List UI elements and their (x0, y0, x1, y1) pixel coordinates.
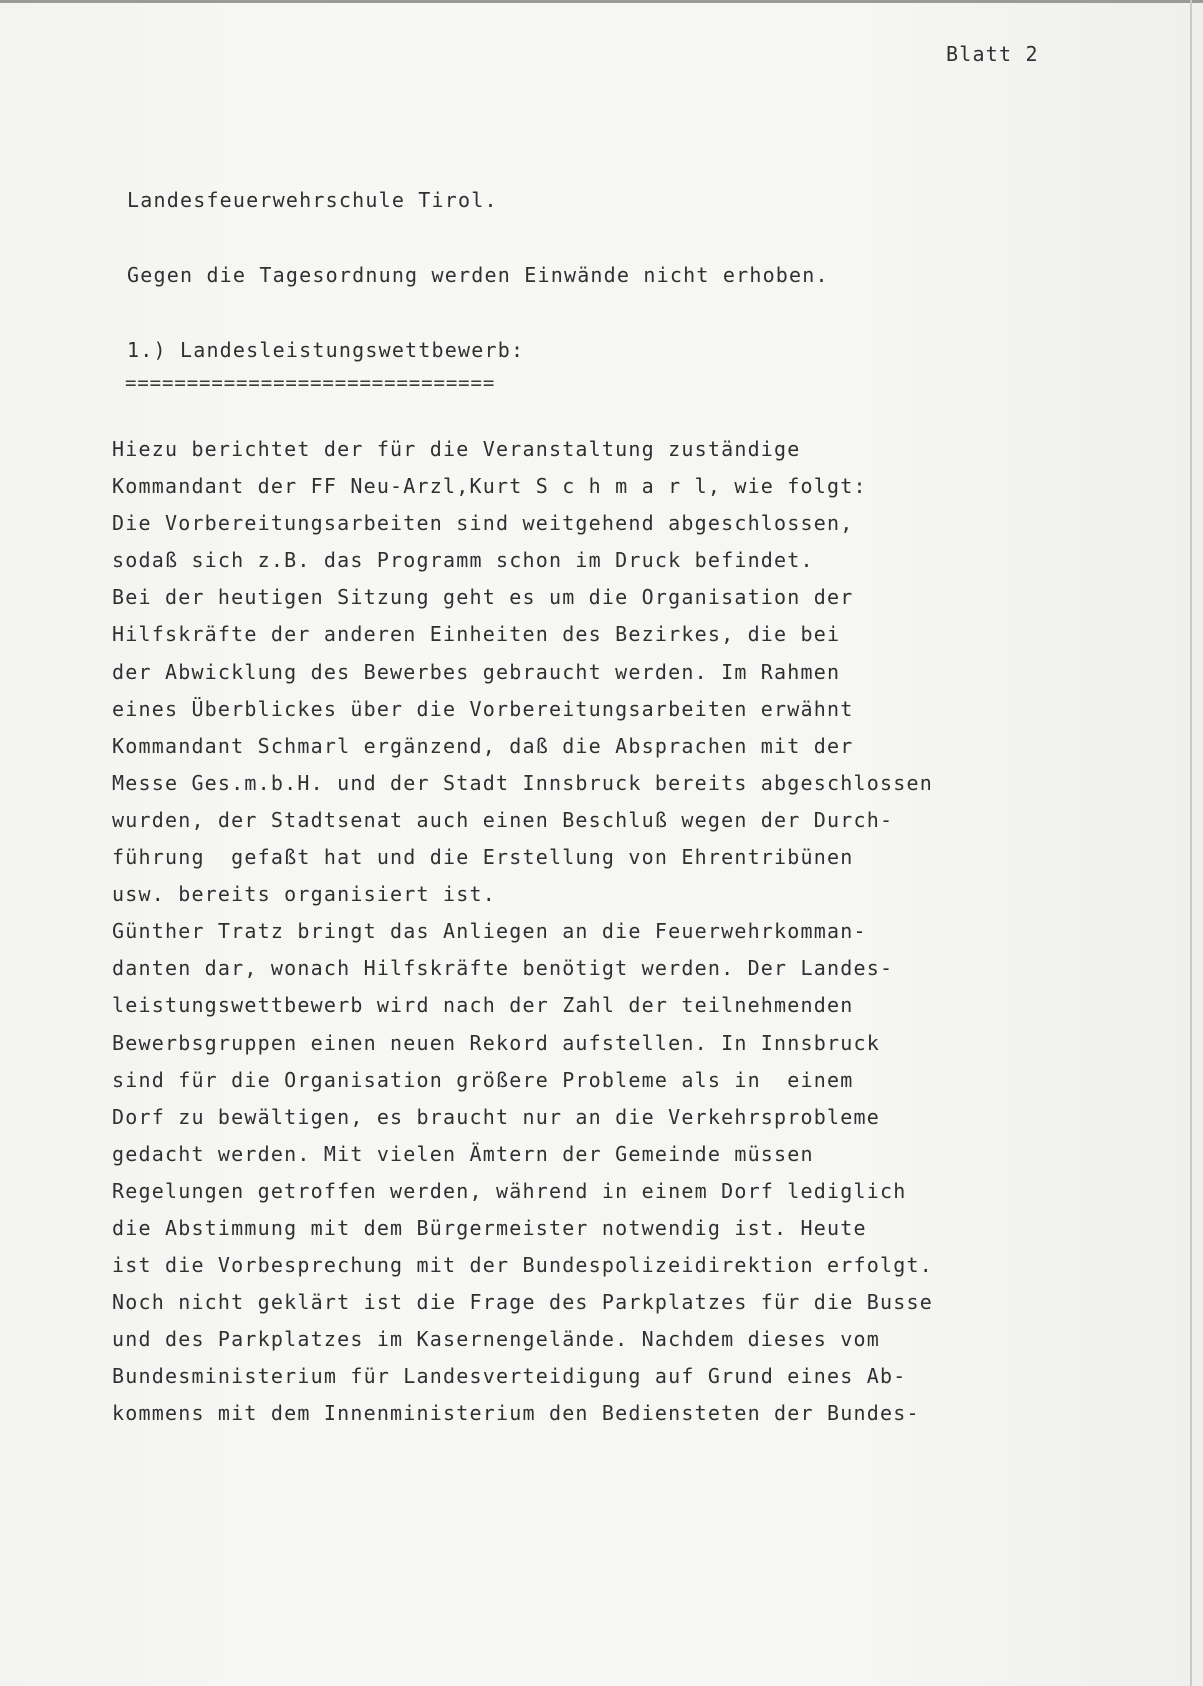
body-line: gedacht werden. Mit vielen Ämtern der Gemeinde müssen (112, 1141, 814, 1166)
body-line: Hilfskräfte der anderen Einheiten des Bezirkes, die bei (112, 622, 841, 647)
body-line: Bei der heutigen Sitzung geht es um die Organisation der (112, 585, 854, 610)
body-text (112, 431, 933, 1433)
body-line: die Abstimmung mit dem Bürgermeister notwendig ist. Heute (112, 1215, 867, 1240)
body-line: Messe Ges.m.b.H. und der Stadt Innsbruck bereits abgeschlossen (112, 770, 933, 795)
body-line: Regelungen getroffen werden, während in einem Dorf lediglich (112, 1178, 907, 1203)
body-line: Kommandant der FF Neu-Arzl,Kurt S c h m a r l, wie folgt: (112, 474, 867, 499)
body-line: Die Vorbereitungsarbeiten sind weitgehend abgeschlossen, (112, 511, 854, 536)
page-right-edge (1190, 0, 1192, 1686)
body-line: Günther Tratz bringt das Anliegen an die Feuerwehrkomman- (112, 919, 867, 944)
body-line: Hiezu berichtet der für die Veranstaltung zuständige (112, 437, 801, 461)
body-line: sodaß sich z.B. das Programm schon im Druck befindet. (112, 548, 814, 573)
section-underline: ============================== (125, 372, 496, 394)
intro-line-school: Landesfeuerwehrschule Tirol. (127, 188, 498, 212)
body-line: danten dar, wonach Hilfskräfte benötigt werden. Der Landes- (112, 956, 894, 981)
body-line: leistungswettbewerb wird nach der Zahl der teilnehmenden (112, 993, 854, 1018)
sheet-number: Blatt 2 (946, 42, 1039, 66)
body-line: Bewerbsgruppen einen neuen Rekord aufstellen. In Innsbruck (112, 1030, 880, 1055)
body-line: sind für die Organisation größere Probleme als in einem (112, 1067, 854, 1092)
body-line: wurden, der Stadtsenat auch einen Beschluß wegen der Durch- (112, 807, 894, 832)
body-line: und des Parkplatzes im Kasernengelände. Nachdem dieses vom (112, 1327, 880, 1352)
body-line: Kommandant Schmarl ergänzend, daß die Absprachen mit der (112, 733, 854, 758)
body-line: ist die Vorbesprechung mit der Bundespolizeidirektion erfolgt. (112, 1253, 933, 1278)
body-line: kommens mit dem Innenministerium den Bediensteten der Bundes- (112, 1401, 920, 1426)
body-line: usw. bereits organisiert ist. (112, 882, 496, 907)
body-line: der Abwicklung des Bewerbes gebraucht werden. Im Rahmen (112, 659, 841, 684)
body-line: Noch nicht geklärt ist die Frage des Parkplatzes für die Busse (112, 1290, 933, 1315)
section-heading: 1.) Landesleistungswettbewerb: (127, 338, 525, 362)
body-line: eines Überblickes über die Vorbereitungsarbeiten erwähnt (112, 696, 854, 721)
body-line: führung gefaßt hat und die Erstellung von Ehrentribünen (112, 845, 854, 870)
body-line: Dorf zu bewältigen, es braucht nur an die Verkehrsprobleme (112, 1104, 880, 1129)
intro-line-agenda: Gegen die Tagesordnung werden Einwände nicht erhoben. (127, 263, 829, 287)
body-line: Bundesministerium für Landesverteidigung auf Grund eines Ab- (112, 1364, 907, 1389)
page-top-edge (0, 0, 1203, 3)
